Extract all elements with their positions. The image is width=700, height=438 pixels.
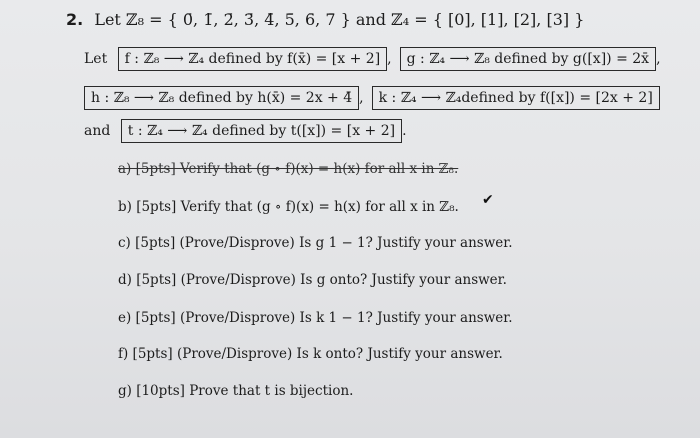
f-definition-box: f : ℤ₈ ⟶ ℤ₄ defined by f(x̄) = [x + 2] [118,47,388,71]
definitions-row-3: and t : ℤ₄ ⟶ ℤ₄ defined by t([x]) = [x + 2] . [84,119,410,143]
question-e: e) [5pts] (Prove/Disprove) Is k 1 − 1? Justify your answer. [118,310,513,326]
h-definition-box: h : ℤ₈ ⟶ ℤ₈ defined by h(x̄) = 2x + 4̄ [84,86,359,110]
let-label: Let [84,51,108,67]
definitions-row-1: Let f : ℤ₈ ⟶ ℤ₄ defined by f(x̄) = [x + 2] , g : ℤ₄ ⟶ ℤ₈ defined by g([x]) = 2x̄ , [84,47,664,71]
problem-intro: Let ℤ₈ = { 0̄, 1̄, 2̄, 3̄, 4̄, 5̄, 6̄, 7̄ } and ℤ₄ = { [0], [1], [2], [3] } [94,10,585,29]
g-definition-box: g : ℤ₄ ⟶ ℤ₈ defined by g([x]) = 2x̄ [400,47,656,71]
problem-number: 2. [66,10,84,29]
t-definition-box: t : ℤ₄ ⟶ ℤ₄ defined by t([x]) = [x + 2] [121,119,402,143]
question-d: d) [5pts] (Prove/Disprove) Is g onto? Justify your answer. [118,272,507,288]
problem-header [66,10,584,29]
question-c: c) [5pts] (Prove/Disprove) Is g 1 − 1? Justify your answer. [118,235,513,251]
question-g: g) [10pts] Prove that t is bijection. [118,383,354,399]
k-definition-box: k : ℤ₄ ⟶ ℤ₄defined by f([x]) = [2x + 2] [372,86,660,110]
checkmark-icon: ✔ [482,192,494,208]
question-b: b) [5pts] Verify that (g ∘ f)(x) = h(x) for all x in ℤ₈. [118,199,459,215]
and-label: and [84,123,111,139]
question-a: a) [5pts] Verify that (g ∘ f)(x) = h(x) for all x in ℤ₈. [118,161,459,177]
definitions-row-2: h : ℤ₈ ⟶ ℤ₈ defined by h(x̄) = 2x + 4̄ , k : ℤ₄ ⟶ ℤ₄defined by f([x]) = [2x + 2] [84,86,660,110]
question-f: f) [5pts] (Prove/Disprove) Is k onto? Justify your answer. [118,346,503,362]
